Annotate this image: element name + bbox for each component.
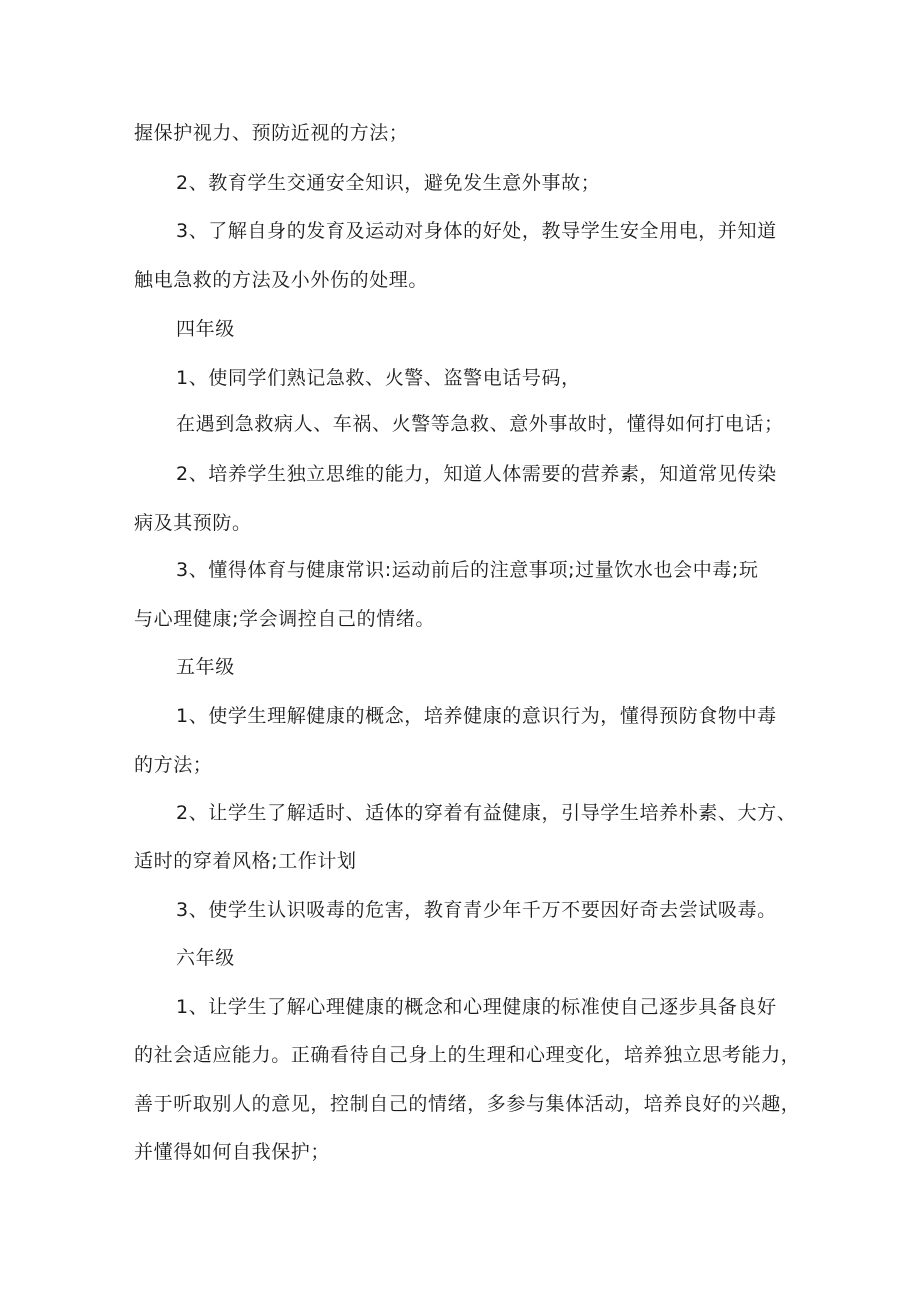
text-line: 与心理健康;学会调控自己的情绪。 — [134, 608, 436, 630]
text-line: 适时的穿着风格;工作计划 — [134, 850, 357, 872]
text-line: 1、使学生理解健康的概念，培养健康的意识行为，懂得预防食物中毒 — [176, 705, 777, 727]
text-line: 在遇到急救病人、车祸、火警等急救、意外事故时，懂得如何打电话； — [176, 413, 784, 435]
text-line: 的社会适应能力。正确看待自己身上的生理和心理变化，培养独立思考能力， — [134, 1044, 801, 1066]
text-line: 3、懂得体育与健康常识:运动前后的注意事项;过量饮水也会中毒;玩 — [176, 559, 759, 581]
text-line: 握保护视力、预防近视的方法； — [134, 122, 409, 144]
text-line: 1、让学生了解心理健康的概念和心理健康的标准使自己逐步具备良好 — [176, 996, 777, 1018]
text-line: 2、让学生了解适时、适体的穿着有益健康，引导学生培养朴素、大方、 — [176, 802, 797, 824]
text-line: 2、培养学生独立思维的能力，知道人体需要的营养素，知道常见传染 — [176, 463, 777, 485]
section-heading-grade-5: 五年级 — [176, 656, 235, 678]
section-heading-grade-4: 四年级 — [176, 318, 235, 340]
text-line: 3、使学生认识吸毒的危害，教育青少年千万不要因好奇去尝试吸毒。 — [176, 899, 777, 921]
text-line: 1、使同学们熟记急救、火警、盗警电话号码， — [176, 367, 581, 389]
text-line: 并懂得如何自我保护； — [134, 1141, 331, 1163]
text-line: 2、教育学生交通安全知识，避免发生意外事故； — [176, 172, 601, 194]
text-line: 善于听取别人的意见，控制自己的情绪，多参与集体活动，培养良好的兴趣， — [134, 1093, 801, 1115]
text-line: 触电急救的方法及小外伤的处理。 — [134, 269, 429, 291]
text-line: 3、了解自身的发育及运动对身体的好处，教导学生安全用电，并知道 — [176, 220, 777, 242]
text-line: 病及其预防。 — [134, 512, 252, 534]
section-heading-grade-6: 六年级 — [176, 947, 235, 969]
text-line: 的方法； — [134, 754, 213, 776]
